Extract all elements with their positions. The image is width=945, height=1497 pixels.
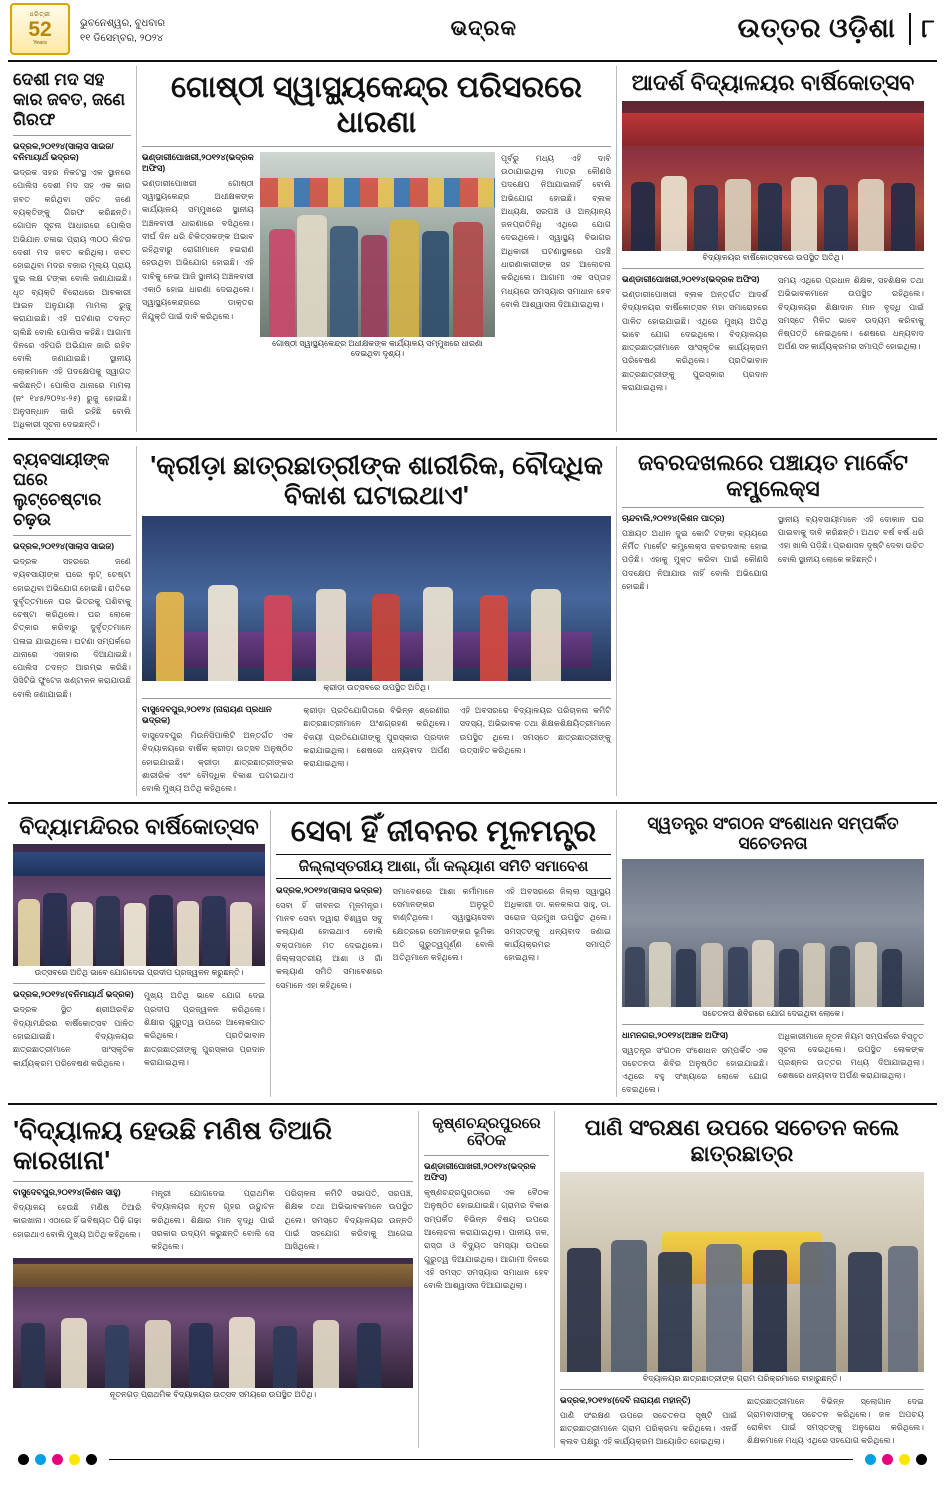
a8-col1: ସେବା ହିଁ ଜୀବନର ମୂଳମନ୍ତ୍ର। ମାନବ ସେବା ଦ୍ୱାରା ବିଶ୍ୱର ସବୁ କଲ୍ୟାଣ ହୋଇଥାଏ ବୋଲି ବକ୍ତାମାନେ ମତ ଦେଇଥିଲେ। ଜିଲ୍ଲାସ୍ତରୀୟ ଆଶା ଓ ଗାଁ କଲ୍ୟାଣ ସମିତି ସମାବେଶରେ ସେମାନେ ଏହା କହିଥିଲେ। <box>276 900 383 990</box>
article-vidyamandir <box>8 810 270 1097</box>
registration-bar <box>8 1448 937 1475</box>
masthead <box>8 0 937 62</box>
a7-col2: ମୁଖ୍ୟ ଅତିଥି ଭାବେ ଯୋଗ ଦେଇ ପ୍ରଦୀପ ପ୍ରଜ୍ୱଳନ କରିଥିଲେ। ଶିକ୍ଷାର ଗୁରୁତ୍ୱ ଉପରେ ଆଲୋକପାତ କରିଥିଲେ। ପ୍ରତିଭାବାନ ଛାତ୍ରଛାତ୍ରୀଙ୍କୁ ପୁରସ୍କାର ପ୍ରଦାନ କରାଯାଇଥିଲା। <box>144 991 265 1067</box>
a10-col3: ପରିଚାଳନା କମିଟି ସଭାପତି, ସରପଞ୍ଚ, ଶିକ୍ଷକ ତଥା ଅଭିଭାବକମାନେ ଉପସ୍ଥିତ ଥିଲେ। ସମସ୍ତେ ବିଦ୍ୟାଳୟର ଉନ୍ନତି ପାଇଁ ସହଯୋଗ କରିବାକୁ ଆଗେଇ ଆସିଥିଲେ। <box>284 1189 413 1252</box>
dateline-date: ୧୧ ଡିସେମ୍ବର, ୨୦୨୪ <box>80 33 164 44</box>
registration-line <box>109 1459 853 1460</box>
a12-photo-caption: ବିଦ୍ୟାଳୟର ଛାତ୍ରଛାତ୍ରୀଙ୍କ ଗ୍ରାମ ପରିକ୍ରମାରେ ବାହାରୁଛନ୍ତି। <box>642 1373 842 1383</box>
logo-bottom-text: Years <box>33 40 47 46</box>
a1-byline: ଭଦ୍ରକ,୨୦୧୨୪(ସାଲାସ ସାଇଜ/ବନିମାୟାର୍ଥ ଭଦ୍ରକ) <box>13 141 114 163</box>
a8-subhead: ଜିଲ୍ଲାସ୍ତରୀୟ ଆଶା, ଗାଁ କଲ୍ୟାଣ ସମିତି ସମାବେଶ <box>276 854 611 879</box>
a10-headline: 'ବିଦ୍ୟାଳୟ ହେଉଛି ମଣିଷ ତିଆରି କାରଖାନା' <box>13 1114 333 1176</box>
a2-col1: ଭଣ୍ଡାରୀପୋଖରୀ ଗୋଷ୍ଠୀ ସ୍ୱାସ୍ଥ୍ୟକେନ୍ଦ୍ର ଅଧୀକ୍ଷକଙ୍କ କାର୍ଯ୍ୟାଳୟ ସମ୍ମୁଖରେ ସ୍ଥାନୀୟ ଅଞ୍ଚଳବାସୀ ଧାରଣାରେ ବସିଥିଲେ। ଦୀର୍ଘ ଦିନ ଧରି ଚିକିତ୍ସକଙ୍କ ଅଭାବ ରହିଥିବାରୁ ରୋଗୀମାନେ ହଇରାଣ ହେଉଥିବା ଅଭିଯୋଗ ହୋଇଛି। ଏହି ଦାବିକୁ ନେଇ ଆଜି ସ୍ଥାନୀୟ ଅଞ୍ଚଳବାସୀ ଏକାଠି ହୋଇ ଧାରଣା ଦେଇଥିଲେ। ସ୍ୱାସ୍ଥ୍ୟକେନ୍ଦ୍ରରେ ଡାକ୍ତର ନିଯୁକ୍ତି ପାଇଁ ଦାବି କରିଥିଲେ। <box>142 178 254 321</box>
a8-byline: ଭଦ୍ରକ,୨୦୧୨୪(ସାଲାସ ଭଦ୍ରକ) <box>276 884 382 895</box>
a7-byline: ଭଦ୍ରକ,୨୦୧୨୪(ବନିମାୟାର୍ଥ ଭଦ୍ରକ) <box>13 989 134 1000</box>
photo-protest <box>260 152 495 337</box>
a5-col2: କ୍ରୀଡ଼ା ପ୍ରତିଯୋଗିତାରେ ବିଭିନ୍ନ ଶ୍ରେଣୀର ଛାତ୍ରଛାତ୍ରୀମାନେ ଅଂଶଗ୍ରହଣ କରିଥିଲେ। ବିଜୟୀ ପ୍ରତିଯୋଗୀଙ୍କୁ ପୁରସ୍କାର ପ୍ରଦାନ କରାଯାଇଥିଲା। ଶେଷରେ ଧନ୍ୟବାଦ ଅର୍ପଣ କରାଯାଇଥିଲା। <box>303 706 450 769</box>
article-sangathan-awareness <box>616 810 929 1097</box>
article-sports <box>136 446 616 796</box>
a3-col1: ଭଣ୍ଡାରୀପୋଖରୀ ବ୍ଲକ ଅନ୍ତର୍ଗତ ଆଦର୍ଶ ବିଦ୍ୟାଳୟର ବାର୍ଷିକୋତ୍ସବ ମହା ସମାରୋହରେ ପାଳିତ ହୋଇଯାଇଛି। ଏଥିରେ ମୁଖ୍ୟ ଅତିଥି ଭାବେ ଯୋଗ ଦେଇଥିଲେ। ବିଦ୍ୟାଳୟର ଛାତ୍ରଛାତ୍ରୀମାନେ ସାଂସ୍କୃତିକ କାର୍ଯ୍ୟକ୍ରମ ପରିବେଷଣ କରିଥିଲେ। ପ୍ରତିଭାବାନ ଛାତ୍ରଛାତ୍ରୀଙ୍କୁ ପୁରସ୍କାର ପ୍ରଦାନ କରାଯାଇଥିଲା। <box>622 289 768 392</box>
section-title: ଉତ୍ତର ଓଡ଼ିଶା <box>737 13 896 43</box>
a12-headline: ପାଣି ସଂରକ୍ଷଣ ଉପରେ ସଚେତନ କଲେ ଛାତ୍ରଛାତ୍ର <box>584 1114 900 1166</box>
a12-col1: ପାଣି ସଂରକ୍ଷଣ ଉପରେ ସଚେତନତା ସୃଷ୍ଟି ପାଇଁ ଛାତ୍ରଛାତ୍ରୀମାନେ ଗ୍ରାମ ପରିକ୍ରମା କରିଥିଲେ। ଏନର୍ଜି କ୍ଲବ ପକ୍ଷରୁ ଏହି କାର୍ଯ୍ୟକ୍ରମ ଆୟୋଜିତ ହୋଇଥିଲା। <box>560 1410 737 1447</box>
a8-col3: ଏହି ଅବସରରେ ଜିଲ୍ଲା ସ୍ୱାସ୍ଥ୍ୟ ଅଧିକାରୀ ଡା. କନକଲତା ସାହୁ, ଡା. ସରୋଜ ପ୍ରମୁଖ ଉପସ୍ଥିତ ଥିଲେ। ସମସ୍ତଙ୍କୁ ଧନ୍ୟବାଦ ଜଣାଇ କାର୍ଯ୍ୟକ୍ରମର ସମାପ୍ତି ହୋଇଥିଲା। <box>504 886 611 963</box>
band-4 <box>8 1111 937 1449</box>
reg-dot-cyan <box>35 1454 46 1465</box>
edition-name: ଭଦ୍ରକ <box>450 17 517 40</box>
a8-headline: ସେବା ହିଁ ଜୀବନର ମୂଳମନ୍ତ୍ର <box>290 814 597 848</box>
article-seba <box>270 810 616 1097</box>
a2-headline: ଗୋଷ୍ଠୀ ସ୍ୱାସ୍ଥ୍ୟକେନ୍ଦ୍ର ପରିସରରେ ଧାରଣା <box>171 71 582 140</box>
a10-col2: ମନ୍ତ୍ରୀ ଯୋଗଦେଇ ପ୍ରାଥମିକ ବିଦ୍ୟାଳୟର ନୂତନ ଗୃହର ଉଦ୍ଘାଟନ କରିଥିଲେ। ଶିକ୍ଷାର ମାନ ବୃଦ୍ଧି ପାଇଁ ସରକାର ଉଦ୍ୟମ କରୁଛନ୍ତି ବୋଲି ସେ କହିଥିଲେ। <box>151 1189 275 1252</box>
a1-headline: ଦେଶୀ ମଦ ସହ କାର ଜବତ, ଜଣେ ଗିରଫ <box>13 70 126 130</box>
a7-photo-caption: ଉତ୍ସବରେ ଅତିଥି ଭାବେ ଯୋଗଦେଇ ପ୍ରଦୀପ ପ୍ରଜ୍ୱଳନ କରୁଛନ୍ତି। <box>34 968 244 978</box>
masthead-right <box>738 13 935 45</box>
band-2 <box>8 446 937 796</box>
article-dharana <box>136 66 616 432</box>
a9-col2: ଅଧିକାରୀମାନେ ନୂତନ ନିୟମ ସମ୍ପର୍କରେ ବିସ୍ତୃତ ସୂଚନା ଦେଇଥିଲେ। ଉପସ୍ଥିତ ଲୋକଙ୍କ ପ୍ରଶ୍ନର ଉତ୍ତର ମଧ୍ୟ ଦିଆଯାଇଥିଲା। ଶେଷରେ ଧନ୍ୟବାଦ ଅର୍ପଣ କରାଯାଇଥିଲା। <box>778 1031 924 1081</box>
photo-annual-function <box>622 101 924 251</box>
a6-col1: ପଞ୍ଚାୟତ ଅଧୀନ ଦୁଇ କୋଟି ଟଙ୍କା ବ୍ୟୟରେ ନିର୍ମିତ ମାର୍କେଟ କମ୍ପ୍ଲେକ୍ସ ଜବରଦଖଲ ହୋଇ ପଡ଼ିଛି। ଏହାକୁ ମୁକ୍ତ କରିବା ପାଇଁ କୌଣସି ପଦକ୍ଷେପ ନିଆଯାଉ ନାହିଁ ବୋଲି ଅଭିଯୋଗ ହୋଇଛି। <box>622 528 768 591</box>
reg-dot-yellow <box>69 1454 80 1465</box>
a5-photo-caption: କ୍ରୀଡ଼ା ଉତ୍ସବରେ ଉପସ୍ଥିତ ଅତିଥି। <box>323 683 430 693</box>
a2-photo-caption: ଗୋଷ୍ଠୀ ସ୍ୱାସ୍ଥ୍ୟକେନ୍ଦ୍ର ଅଧୀକ୍ଷକଙ୍କ କାର୍ଯ୍ୟାଳୟ ସମ୍ମୁଖରେ ଧାରଣା ଦେଇଥିବା ଦୃଶ୍ୟ। <box>272 338 483 358</box>
a11-headline: କୃଷ୍ଣଚନ୍ଦ୍ରପୁରରେ ବୈଠକ <box>432 1114 541 1150</box>
dateline <box>80 12 230 46</box>
a5-col3: ଏହି ଅବସରରେ ବିଦ୍ୟାଳୟର ପରିଚାଳନା କମିଟି ସଦସ୍ୟ, ଅଭିଭାବକ ତଥା ଶିକ୍ଷକଶିକ୍ଷୟିତ୍ରୀମାନେ ଉପସ୍ଥିତ ଥିଲେ। ସମସ୍ତେ ଛାତ୍ରଛାତ୍ରୀଙ୍କୁ ଉତ୍ସାହିତ କରିଥିଲେ। <box>459 706 611 755</box>
a9-col1: ସ୍ୱତନ୍ତ୍ର ସଂଗଠନ ସଂଶୋଧନ ସମ୍ପର୍କିତ ଏକ ସଚେତନତା ଶିବିର ଅନୁଷ୍ଠିତ ହୋଇଯାଇଛି। ଏଥିରେ ବହୁ ସଂଖ୍ୟାରେ ଲୋକେ ଯୋଗ ଦେଇଥିଲେ। <box>622 1045 768 1095</box>
reg-dot-yellow-2 <box>899 1454 910 1465</box>
photo-energy-club-rally <box>560 1172 924 1372</box>
page-number: ୮ <box>909 13 935 45</box>
registration-dots-right <box>865 1454 927 1465</box>
a11-byline: ଭଣ୍ଡାରୀପୋଖରୀ,୨୦୧୨୪(ଭଦ୍ରକ ଅଫିସ) <box>424 1161 536 1183</box>
logo-top-text: ଧରିତ୍ରୀ <box>29 12 51 18</box>
a10-photo-caption: ନୂତନଗଡ଼ ପ୍ରାଥମିକ ବିଦ୍ୟାଳୟର ଉତ୍ସବ ସମୟରେ ଉପସ୍ଥିତ ଅତିଥି। <box>109 1390 317 1400</box>
article-krushnachandrapur <box>418 1111 554 1449</box>
reg-dot-cyan-2 <box>865 1454 876 1465</box>
a11-body: କୃଷ୍ଣଚନ୍ଦ୍ରପୁରଠାରେ ଏକ ବୈଠକ ଅନୁଷ୍ଠିତ ହୋଇଯାଇଛି। ଗ୍ରାମର ବିକାଶ ସମ୍ପର୍କିତ ବିଭିନ୍ନ ବିଷୟ ଉପରେ ଆଲୋଚନା କରାଯାଇଥିଲା। ପାନୀୟ ଜଳ, ରାସ୍ତା ଓ ବିଦ୍ୟୁତ ସମସ୍ୟା ଉପରେ ଗୁରୁତ୍ୱ ଦିଆଯାଇଥିଲା। ଆଗାମୀ ଦିନରେ ଏହି ସମସ୍ତ ସମସ୍ୟାର ସମାଧାନ ହେବ ବୋଲି ଆଶ୍ୱାସନା ଦିଆଯାଇଥିଲା। <box>424 1188 549 1291</box>
a9-photo-caption: ସଚେତନତା ଶିବିରରେ ଯୋଗ ଦେଇଥିବା ଲୋକେ। <box>702 1008 844 1018</box>
reg-dot-key <box>86 1454 97 1465</box>
a3-col2: ସମୟ ଏଥିରେ ପ୍ରଧାନ ଶିକ୍ଷକ, ସହଶିକ୍ଷକ ତଥା ଅଭିଭାବକମାନେ ଉପସ୍ଥିତ ରହିଥିଲେ। ବିଦ୍ୟାଳୟର ଶିକ୍ଷାଦାନ ମାନ ବୃଦ୍ଧି ପାଇଁ ସମସ୍ତେ ମିଳିତ ଭାବେ ଉଦ୍ୟମ କରିବାକୁ ନିଷ୍ପତ୍ତି ନେଇଥିଲେ। ଶେଷରେ ଧନ୍ୟବାଦ ଅର୍ପଣ ସହ କାର୍ଯ୍ୟକ୍ରମର ସମାପ୍ତି ହୋଇଥିଲା। <box>778 275 924 352</box>
a5-byline: ବାସୁଦେବପୁର,୨୦୧୨୪ (ନାରାୟଣ ପ୍ରଧାନ ଭଦ୍ରକ) <box>142 704 272 726</box>
a1-body: ଭଦ୍ରକ ସହର ନିକଟସ୍ଥ ଏକ ସ୍ଥାନରେ ପୋଲିସ ଦେଶୀ ମଦ ସହ ଏକ କାର ଜବତ କରିଥିବା ସହିତ ଜଣେ ବ୍ୟକ୍ତିଙ୍କୁ ଗିରଫ କରିଛନ୍ତି। ଗୋପନ ସୂଚନା ଆଧାରରେ ପୋଲିସ ଅଭିଯାନ ଚଳାଇ ପ୍ରାୟ ୩୦୦ ଲିଟର ଦେଶୀ ମଦ ଜବତ କରିଥିଲା। ଜବତ ହୋଇଥିବା ମଦର ବଜାର ମୂଲ୍ୟ ପ୍ରାୟ ଦୁଇ ଲକ୍ଷ ଟଙ୍କା ବୋଲି ଜଣାଯାଇଛି। ଧୃତ ବ୍ୟକ୍ତି ବିରୋଧରେ ଆବକାରୀ ଆଇନ ଅନୁଯାୟୀ ମାମଲା ରୁଜୁ କରାଯାଇଛି। ଏହି ଘଟଣାର ତଦନ୍ତ ଚାଲିଛି ବୋଲି ପୋଲିସ କହିଛି। ଆଗାମୀ ଦିନରେ ଏହିପରି ଅଭିଯାନ ଜାରି ରହିବ ବୋଲି ଜଣାଯାଇଛି। ସ୍ଥାନୀୟ ଲୋକମାନେ ଏହି ପଦକ୍ଷେପକୁ ସ୍ୱାଗତ କରିଛନ୍ତି। ପୋଲିସ ଥାନାରେ ମାମଲା (ନଂ ୧୪୫/୨୦୨୪-୨୫) ରୁଜୁ ହୋଇଛି। ଅନୁସନ୍ଧାନ ଜାରି ରହିଛି ବୋଲି ଅଧିକାରୀ ସୂଚନା ଦେଇଛନ୍ତି। <box>13 168 131 430</box>
logo-anniversary-number: 52 <box>28 18 52 41</box>
article-school-factory <box>8 1111 418 1449</box>
a9-byline: ଧାମନଗର,୨୦୧୨୪(ଅଞ୍ଚଳ ଅଫିସ) <box>622 1029 729 1040</box>
a6-byline: ଚାନ୍ଦବାଲି,୨୦୧୨୪(କିଶନ ପାତ୍ର) <box>622 512 725 523</box>
a4-byline: ଭଦ୍ରକ,୨୦୧୨୪(ସାଲାସ ସାଇଜ) <box>13 540 115 551</box>
reg-dot-magenta <box>52 1454 63 1465</box>
a10-byline: ବାସୁଦେବପୁର,୨୦୧୨୪(କିଶନ ସାହୁ) <box>13 1187 121 1198</box>
photo-awareness-meeting <box>622 859 924 1007</box>
band-3 <box>8 810 937 1097</box>
a7-col1: ଭଦ୍ରକ ସ୍ଥିତ ଶ୍ରୀଅରବିନ୍ଦ ବିଦ୍ୟାମନ୍ଦିରର ବାର୍ଷିକୋତ୍ସବ ପାଳିତ ହୋଇଯାଇଛି। ବିଦ୍ୟାଳୟର ଛାତ୍ରଛାତ୍ରୀମାନେ ସାଂସ୍କୃତିକ କାର୍ଯ୍ୟକ୍ରମ ପରିବେଷଣ କରିଥିଲେ। <box>13 1005 134 1068</box>
article-loot-attempt <box>8 446 136 796</box>
article-desi-mad <box>8 66 136 432</box>
a10-col1: ବିଦ୍ୟାଳୟ ହେଉଛି ମଣିଷ ତିଆରି କାରଖାନା। ଏଠାରେ ହିଁ ଭବିଷ୍ୟତ ପିଢ଼ି ଗଢ଼ା ହୋଇଥାଏ ବୋଲି ମୁଖ୍ୟ ଅତିଥି କହିଥିଲେ। <box>13 1203 142 1239</box>
article-water-awareness <box>554 1111 929 1449</box>
a5-col1: ବାସୁଦେବପୁର ମିଉନିସିପାଲିଟି ଅନ୍ତର୍ଗତ ଏକ ବିଦ୍ୟାଳୟରେ ବାର୍ଷିକ କ୍ରୀଡ଼ା ଉତ୍ସବ ଅନୁଷ୍ଠିତ ହୋଇଯାଇଛି। କ୍ରୀଡ଼ା ଛାତ୍ରଛାତ୍ରୀଙ୍କର ଶାରୀରିକ ଏବଂ ବୌଦ୍ଧିକ ବିକାଶ ଘଟାଇଥାଏ ବୋଲି ମୁଖ୍ୟ ଅତିଥି କହିଥିଲେ। <box>142 731 294 794</box>
photo-sports-dais <box>142 516 611 681</box>
a4-headline: ବ୍ୟବସାୟୀଙ୍କ ଘରେ ଲୁଟ୍‌ଚେଷ୍ଟାର ଚଢ଼ଉ <box>13 449 110 529</box>
a3-headline: ଆଦର୍ଶ ବିଦ୍ୟାଳୟର ବାର୍ଷିକୋତ୍ସବ <box>631 70 915 95</box>
photo-school-inauguration <box>13 1258 413 1388</box>
a8-col2: ସମାବେଶରେ ଆଶା କର୍ମୀମାନେ ସେମାନଙ୍କର ଅନୁଭୂତି ବାଣ୍ଟିଥିଲେ। ସ୍ୱାସ୍ଥ୍ୟସେବା କ୍ଷେତ୍ରରେ ସେମାନଙ୍କର ଭୂମିକା ଅତି ଗୁରୁତ୍ୱପୂର୍ଣ୍ଣ ବୋଲି ଅତିଥିମାନେ କହିଥିଲେ। <box>392 886 495 963</box>
a2-byline: ଭଣ୍ଡାରୀପୋଖରୀ,୨୦୧୨୪(ଭଦ୍ରକ ଅଫିସ) <box>142 151 254 173</box>
registration-dots-left <box>18 1454 97 1465</box>
reg-dot-magenta-2 <box>882 1454 893 1465</box>
a12-col2: ଛାତ୍ରଛାତ୍ରୀମାନେ ବିଭିନ୍ନ ସ୍ଲୋଗାନ ଦେଇ ଗ୍ରାମବାସୀଙ୍କୁ ସଚେତନ କରିଥିଲେ। ଜଳ ଅପଚୟ ରୋକିବା ପାଇଁ ସମସ୍ତଙ୍କୁ ଅନୁରୋଧ କରିଥିଲେ। ଶିକ୍ଷକମାନେ ମଧ୍ୟ ଏଥିରେ ସହଯୋଗ କରିଥିଲେ। <box>747 1396 924 1446</box>
a2-col2: ପୂର୍ବରୁ ମଧ୍ୟ ଏହି ଦାବି ଉଠାଯାଇଥିଲା ମାତ୍ର କୌଣସି ପଦକ୍ଷେପ ନିଆଯାଇନାହିଁ ବୋଲି ଅଭିଯୋଗ ହୋଇଛି। ବ୍ଲକ ଅଧ୍ୟକ୍ଷ, ସରପଞ୍ଚ ଓ ଅନ୍ୟାନ୍ୟ ଜନପ୍ରତିନିଧି ଏଥିରେ ଯୋଗ ଦେଇଥିଲେ। ସ୍ୱାସ୍ଥ୍ୟ ବିଭାଗର ଅଧିକାରୀ ଘଟଣାସ୍ଥଳରେ ପହଞ୍ଚି ଧାରଣାକାରୀଙ୍କ ସହ ଆଲୋଚନା କରିଥିଲେ। ଆଗାମୀ ଏକ ସପ୍ତାହ ମଧ୍ୟରେ ସମସ୍ୟାର ସମାଧାନ ହେବ ବୋଲି ଆଶ୍ୱାସନା ଦିଆଯାଇଥିଲା। <box>501 153 611 309</box>
a3-photo-caption: ବିଦ୍ୟାଳୟର ବାର୍ଷିକୋତ୍ସବରେ ଉପସ୍ଥିତ ଅତିଥି। <box>702 252 844 262</box>
a3-byline: ଭଣ୍ଡାରୀପୋଖରୀ,୨୦୧୨୪(ଭଦ୍ରକ ଅଫିସ) <box>622 273 760 284</box>
dateline-place: ଭୁବନେଶ୍ୱର, ବୁଧବାର <box>80 18 165 29</box>
article-market-complex <box>616 446 929 796</box>
a5-headline: 'କ୍ରୀଡ଼ା ଛାତ୍ରଛାତ୍ରୀଙ୍କ ଶାରୀରିକ, ବୌଦ୍ଧିକ ବିକାଶ ଘଟାଇଥାଏ' <box>150 449 603 511</box>
photo-vidyamandir-stage <box>13 844 265 966</box>
reg-dot-black <box>18 1454 29 1465</box>
publication-logo <box>10 3 70 55</box>
reg-dot-black-2 <box>916 1454 927 1465</box>
a12-byline: ଭଦ୍ରକ,୨୦୧୨୪(ଦେବି ନାରାୟଣ ମହାନ୍ତି) <box>560 1394 691 1405</box>
a4-body: ଭଦ୍ରକ ସହରରେ ଜଣେ ବ୍ୟବସାୟୀଙ୍କ ଘରେ ଲୁଟ୍‌ ଚେଷ୍ଟା ହୋଇଥିବା ଅଭିଯୋଗ ହୋଇଛି। ରାତିରେ ଦୁର୍ବୃତ୍ତମାନେ ଘର ଭିତରକୁ ପଶିବାକୁ ଚେଷ୍ଟା କରିଥିଲେ। ଘର ଲୋକେ ଚିତ୍କାର କରିବାରୁ ଦୁର୍ବୃତ୍ତମାନେ ପଳାଇ ଯାଇଥିଲେ। ଘଟଣା ସମ୍ପର୍କରେ ଥାନାରେ ଏଜାହାର ଦିଆଯାଇଛି। ପୋଲିସ ତଦନ୍ତ ଆରମ୍ଭ କରିଛି। ସିସିଟିଭି ଫୁଟେଜ ଖଣ୍ଟାଳନ କରାଯାଉଛି ବୋଲି ଜଣାଯାଇଛି। <box>13 556 131 699</box>
a7-headline: ବିଦ୍ୟାମନ୍ଦିରର ବାର୍ଷିକୋତ୍ସବ <box>19 813 259 839</box>
a6-headline: ଜବରଦଖଲରେ ପଞ୍ଚାୟତ ମାର୍କେଟ କମ୍ପ୍ଲେକ୍ସ <box>637 449 909 501</box>
band-1 <box>8 66 937 432</box>
a9-headline: ସ୍ୱତନ୍ତ୍ର ସଂଗଠନ ସଂଶୋଧନ ସମ୍ପର୍କିତ ସଚେତନତା <box>647 813 899 853</box>
article-adarsha-school <box>616 66 929 432</box>
a6-col2: ସ୍ଥାନୀୟ ବ୍ୟବସାୟୀମାନେ ଏହି ଦୋକାନ ଘର ପାଇବାକୁ ଦାବି କରିଛନ୍ତି। ଅଥଚ ବର୍ଷ ବର୍ଷ ଧରି ଏହା ଖାଲି ପଡ଼ିଛି। ପ୍ରଶାସନ ଦୃଷ୍ଟି ଦେବା ଉଚିତ ବୋଲି ସ୍ଥାନୀୟ ଲୋକେ କହିଛନ୍ତି। <box>778 514 924 564</box>
